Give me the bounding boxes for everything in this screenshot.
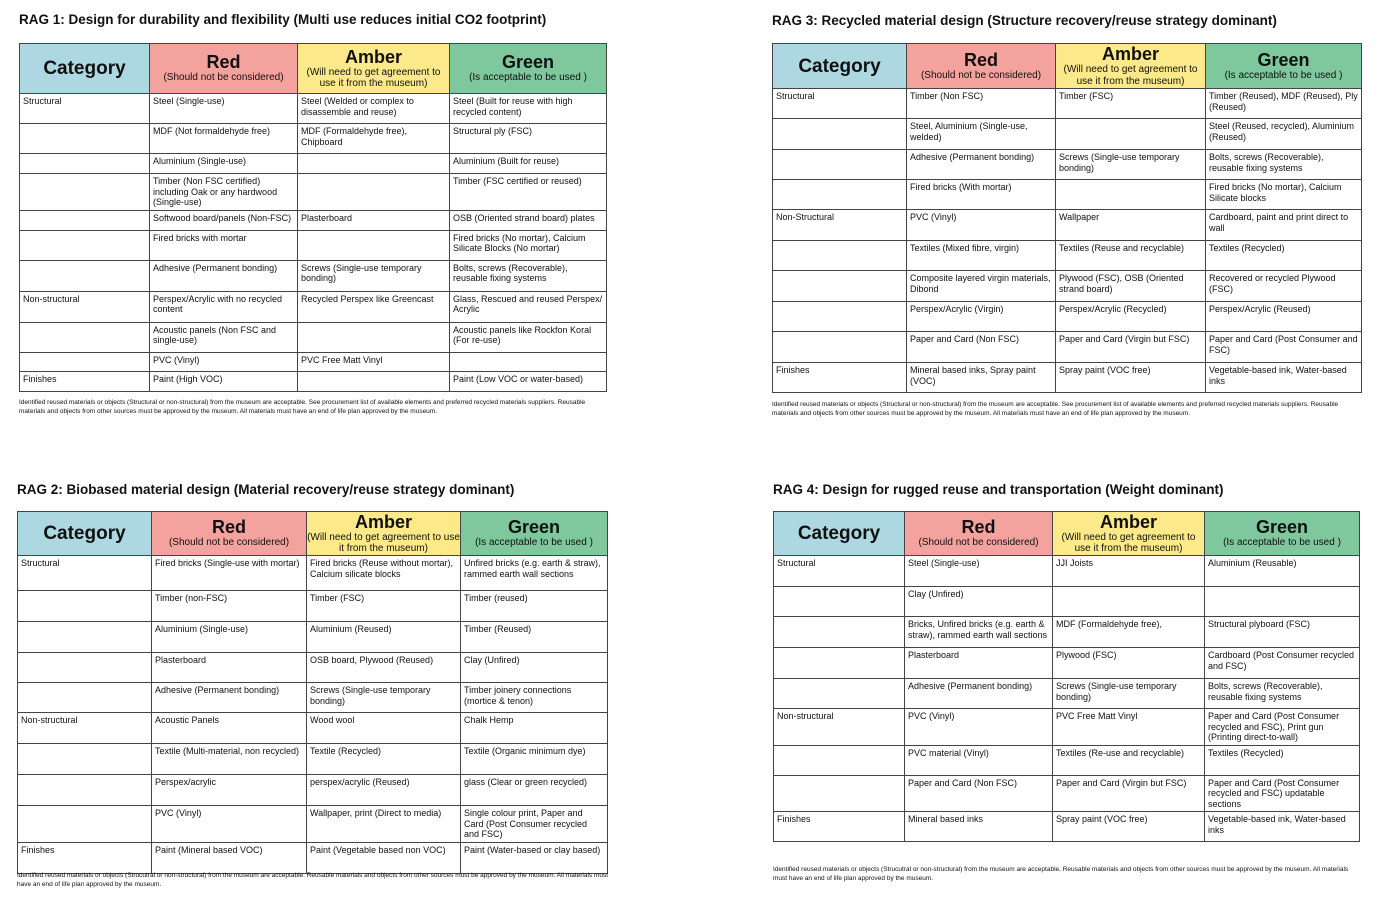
amber-cell: Wallpaper, print (Direct to media) (307, 806, 461, 843)
green-cell: Single colour print, Paper and Card (Post Consumer recycled and FSC) (461, 806, 608, 843)
amber-cell: Screws (Single-use temporary bonding) (1056, 150, 1206, 180)
table-row (774, 617, 1360, 648)
amber-cell: MDF (Formaldehyde free), (1053, 617, 1205, 648)
table-row (20, 124, 607, 154)
green-cell: Bolts, screws (Recoverable), reusable fixing systems (1205, 679, 1360, 709)
category-cell: Structural (773, 89, 907, 119)
category-cell (18, 683, 152, 713)
red-cell: Timber (Non FSC certified) including Oak or any hardwood (Single-use) (150, 174, 298, 211)
category-cell (20, 210, 150, 230)
red-cell: Paper and Card (Non FSC) (905, 775, 1053, 812)
category-cell (18, 744, 152, 775)
rag2-table (17, 511, 608, 874)
table-row (18, 744, 608, 775)
table-row (20, 210, 607, 230)
amber-cell: Fired bricks (Reuse without mortar), Calcium silicate blocks (307, 556, 461, 591)
table-row (18, 683, 608, 713)
rag1-note: Identified reused materials or objects (Structural or non-structural) from the museum are acceptable. See procurement list of available elements and preferred recycled materials suppliers. Reusable materials and objects from other sources must be approved by the museum. All materials must have an end of life plan approved by the museum. (19, 399, 586, 415)
table-row (774, 556, 1360, 587)
green-cell: Structural ply (FSC) (450, 124, 607, 154)
category-cell (774, 648, 905, 679)
category-cell (773, 119, 907, 150)
table-row (773, 241, 1362, 271)
table-row (18, 775, 608, 806)
category-cell (18, 775, 152, 806)
amber-cell: JJI Joists (1053, 556, 1205, 587)
category-cell (773, 302, 907, 332)
red-cell: Textiles (Mixed fibre, virgin) (907, 241, 1056, 271)
red-cell: Steel (Single-use) (905, 556, 1053, 587)
red-cell: Adhesive (Permanent bonding) (907, 150, 1056, 180)
table-row (773, 89, 1362, 119)
green-cell: Fired bricks (No mortar), Calcium Silicate blocks (1206, 180, 1362, 210)
header-green: Green (Is acceptable to be used ) (450, 44, 607, 94)
amber-cell: perspex/acrylic (Reused) (307, 775, 461, 806)
rag1-body (20, 94, 607, 392)
green-cell: Steel (Reused, recycled), Aluminium (Reused) (1206, 119, 1362, 150)
category-cell: Finishes (773, 363, 907, 393)
green-cell: Timber (reused) (461, 591, 608, 622)
red-cell: PVC (Vinyl) (907, 210, 1056, 241)
amber-cell: Textile (Recycled) (307, 744, 461, 775)
rag2-body (18, 556, 608, 874)
amber-cell: Aluminium (Reused) (307, 622, 461, 653)
red-cell: Textile (Multi-material, non recycled) (152, 744, 307, 775)
amber-cell: Spray paint (VOC free) (1053, 812, 1205, 842)
header-red: Red (Should not be considered) (905, 512, 1053, 556)
red-cell: Steel (Single-use) (150, 94, 298, 124)
category-cell (20, 230, 150, 260)
table-row (774, 709, 1360, 746)
table-row (774, 812, 1360, 842)
amber-cell: Wallpaper (1056, 210, 1206, 241)
category-cell (773, 332, 907, 363)
green-cell: Vegetable-based ink, Water-based inks (1205, 812, 1360, 842)
category-cell (20, 154, 150, 174)
red-cell: Fired bricks (With mortar) (907, 180, 1056, 210)
category-cell (774, 745, 905, 775)
green-cell: Paper and Card (Post Consumer recycled and FSC) updatable sections (1205, 775, 1360, 812)
red-cell: Paper and Card (Non FSC) (907, 332, 1056, 363)
category-cell (20, 174, 150, 211)
rag4-note: Identified reused materials or objects (Strucutral or non-structural) from the museum are acceptable. Reusable materials and objects from other sources must be approved by the museum. All materials must have an end of life plan approved by the museum. (773, 866, 1349, 882)
red-cell: Mineral based inks (905, 812, 1053, 842)
red-cell: Softwood board/panels (Non-FSC) (150, 210, 298, 230)
table-row (774, 679, 1360, 709)
rag1-table (19, 43, 607, 392)
red-cell: Adhesive (Permanent bonding) (152, 683, 307, 713)
category-cell (18, 622, 152, 653)
green-cell: Bolts, screws (Recoverable), reusable fixing systems (450, 260, 607, 291)
table-row (18, 842, 608, 873)
category-cell (774, 617, 905, 648)
category-cell: Finishes (774, 812, 905, 842)
green-cell: Structural plyboard (FSC) (1205, 617, 1360, 648)
red-cell: Adhesive (Permanent bonding) (150, 260, 298, 291)
amber-cell: Paper and Card (Virgin but FSC) (1056, 332, 1206, 363)
rag4-title: RAG 4: Design for rugged reuse and transportation (Weight dominant) (773, 482, 1224, 497)
red-cell: Plasterboard (905, 648, 1053, 679)
red-cell: Perspex/Acrylic with no recycled content (150, 291, 298, 322)
table-row (18, 591, 608, 622)
amber-cell (1053, 587, 1205, 617)
amber-cell (298, 154, 450, 174)
header-green: Green (Is acceptable to be used ) (461, 512, 608, 556)
red-cell: Fired bricks (Single-use with mortar) (152, 556, 307, 591)
red-cell: PVC (Vinyl) (905, 709, 1053, 746)
green-cell: Textiles (Recycled) (1205, 745, 1360, 775)
amber-cell: Paper and Card (Virgin but FSC) (1053, 775, 1205, 812)
green-cell: Timber joinery connections (mortice & tenon) (461, 683, 608, 713)
red-cell: Acoustic Panels (152, 713, 307, 744)
amber-cell: Recycled Perspex like Greencast (298, 291, 450, 322)
table-row (20, 154, 607, 174)
table-row (20, 371, 607, 391)
category-cell: Non-structural (774, 709, 905, 746)
category-cell (20, 124, 150, 154)
red-cell: Paint (Mineral based VOC) (152, 842, 307, 873)
amber-cell: Wood wool (307, 713, 461, 744)
red-cell: PVC (Vinyl) (150, 352, 298, 371)
green-cell: OSB (Oriented strand board) plates (450, 210, 607, 230)
rag4-panel (773, 482, 1363, 902)
red-cell: Perspex/acrylic (152, 775, 307, 806)
green-cell: Cardboard, paint and print direct to wall (1206, 210, 1362, 241)
green-cell: glass (Clear or green recycled) (461, 775, 608, 806)
amber-cell: Timber (FSC) (307, 591, 461, 622)
rag4-body (774, 556, 1360, 842)
table-row (773, 119, 1362, 150)
amber-cell: Timber (FSC) (1056, 89, 1206, 119)
amber-cell (298, 230, 450, 260)
category-cell: Structural (20, 94, 150, 124)
red-cell: Mineral based inks, Spray paint (VOC) (907, 363, 1056, 393)
amber-cell: Screws (Single-use temporary bonding) (307, 683, 461, 713)
table-row (773, 271, 1362, 302)
red-cell: Aluminium (Single-use) (150, 154, 298, 174)
amber-cell: Spray paint (VOC free) (1056, 363, 1206, 393)
amber-cell: PVC Free Matt Vinyl (1053, 709, 1205, 746)
category-cell (773, 150, 907, 180)
red-cell: Timber (Non FSC) (907, 89, 1056, 119)
table-row (774, 745, 1360, 775)
green-cell: Aluminium (Reusable) (1205, 556, 1360, 587)
green-cell: Glass, Rescued and reused Perspex/ Acrylic (450, 291, 607, 322)
header-category: Category (20, 44, 150, 94)
green-cell: Timber (Reused) (461, 622, 608, 653)
header-category: Category (774, 512, 905, 556)
amber-cell: MDF (Formaldehyde free), Chipboard (298, 124, 450, 154)
category-cell (774, 775, 905, 812)
green-cell: Fired bricks (No mortar), Calcium Silicate Blocks (No mortar) (450, 230, 607, 260)
table-row (773, 150, 1362, 180)
green-cell: Textile (Organic minimum dye) (461, 744, 608, 775)
header-red: Red (Should not be considered) (907, 44, 1056, 89)
header-green: Green (Is acceptable to be used ) (1205, 512, 1360, 556)
category-cell (18, 653, 152, 683)
amber-cell: Screws (Single-use temporary bonding) (298, 260, 450, 291)
green-cell: Vegetable-based ink, Water-based inks (1206, 363, 1362, 393)
table-row (18, 653, 608, 683)
green-cell: Paper and Card (Post Consumer and FSC) (1206, 332, 1362, 363)
header-green: Green (Is acceptable to be used ) (1206, 44, 1362, 89)
header-amber: Amber (Will need to get agreement to use it from the museum) (307, 511, 460, 554)
category-cell: Non-structural (18, 713, 152, 744)
table-row (18, 713, 608, 744)
amber-cell: Plasterboard (298, 210, 450, 230)
table-row (18, 622, 608, 653)
red-cell: Plasterboard (152, 653, 307, 683)
header-red: Red (Should not be considered) (152, 512, 307, 556)
rag1-panel (19, 12, 609, 432)
amber-cell: OSB board, Plywood (Reused) (307, 653, 461, 683)
green-cell: Cardboard (Post Consumer recycled and FSC) (1205, 648, 1360, 679)
amber-cell: Screws (Single-use temporary bonding) (1053, 679, 1205, 709)
rag3-table (772, 43, 1362, 393)
table-row (20, 291, 607, 322)
green-cell (450, 352, 607, 371)
category-cell (774, 587, 905, 617)
header-amber: Amber (Will need to get agreement to use it from the museum) (298, 44, 450, 94)
category-cell: Non-Structural (773, 210, 907, 241)
header-amber: Amber (Will need to get agreement to use it from the museum) (1053, 512, 1205, 556)
category-cell: Structural (18, 556, 152, 591)
red-cell: Perspex/Acrylic (Virgin) (907, 302, 1056, 332)
category-cell: Non-structural (20, 291, 150, 322)
rag3-body (773, 89, 1362, 393)
header-red: Red (Should not be considered) (150, 44, 298, 94)
green-cell: Unfired bricks (e.g. earth & straw), rammed earth wall sections (461, 556, 608, 591)
rag2-panel (17, 482, 609, 902)
category-cell (773, 180, 907, 210)
green-cell: Acoustic panels like Rockfon Koral (For re-use) (450, 322, 607, 352)
table-row (18, 806, 608, 843)
green-cell: Timber (Reused), MDF (Reused), Ply (Reused) (1206, 89, 1362, 119)
green-cell: Bolts, screws (Recoverable), reusable fixing systems (1206, 150, 1362, 180)
table-row (18, 556, 608, 591)
green-cell: Textiles (Recycled) (1206, 241, 1362, 271)
rag2-title: RAG 2: Biobased material design (Material recovery/reuse strategy dominant) (17, 482, 515, 497)
table-row (773, 332, 1362, 363)
red-cell: Clay (Unfired) (905, 587, 1053, 617)
table-row (774, 648, 1360, 679)
green-cell: Aluminium (Built for reuse) (450, 154, 607, 174)
category-cell (773, 271, 907, 302)
amber-cell: Paint (Vegetable based non VOC) (307, 842, 461, 873)
table-row (774, 587, 1360, 617)
red-cell: Bricks, Unfired bricks (e.g. earth & straw), rammed earth wall sections (905, 617, 1053, 648)
green-cell: Paint (Low VOC or water-based) (450, 371, 607, 391)
table-row (20, 230, 607, 260)
category-cell: Structural (774, 556, 905, 587)
amber-cell (298, 174, 450, 211)
red-cell: MDF (Not formaldehyde free) (150, 124, 298, 154)
red-cell: PVC material (Vinyl) (905, 745, 1053, 775)
category-cell (20, 322, 150, 352)
rag4-table (773, 511, 1360, 842)
red-cell: Steel, Aluminium (Single-use, welded) (907, 119, 1056, 150)
green-cell: Timber (FSC certified or reused) (450, 174, 607, 211)
category-cell: Finishes (18, 842, 152, 873)
amber-cell: Textiles (Reuse and recyclable) (1056, 241, 1206, 271)
category-cell (18, 806, 152, 843)
red-cell: Acoustic panels (Non FSC and single-use) (150, 322, 298, 352)
rag3-note: Identified reused materials or objects (Structural or non-structural) from the museum are acceptable. See procurement list of available elements and preferred recycled materials suppliers. Reusable materials and objects from other sources must be approved by the museum. All materials must have an end of life plan approved by the museum. (772, 401, 1339, 417)
amber-cell: PVC Free Matt Vinyl (298, 352, 450, 371)
red-cell: Fired bricks with mortar (150, 230, 298, 260)
category-cell (774, 679, 905, 709)
header-category: Category (773, 44, 907, 89)
table-row (20, 94, 607, 124)
category-cell (20, 260, 150, 291)
amber-cell: Perspex/Acrylic (Recycled) (1056, 302, 1206, 332)
amber-cell: Steel (Welded or complex to disassemble and reuse) (298, 94, 450, 124)
green-cell: Clay (Unfired) (461, 653, 608, 683)
category-cell (773, 241, 907, 271)
amber-cell (1056, 119, 1206, 150)
category-cell: Finishes (20, 371, 150, 391)
table-row (773, 210, 1362, 241)
green-cell: Paper and Card (Post Consumer recycled and FSC), Print gun (Printing direct-to-wall) (1205, 709, 1360, 746)
red-cell: Paint (High VOC) (150, 371, 298, 391)
green-cell: Steel (Built for reuse with high recycled content) (450, 94, 607, 124)
red-cell: Aluminium (Single-use) (152, 622, 307, 653)
table-row (774, 775, 1360, 812)
table-row (773, 180, 1362, 210)
table-row (20, 352, 607, 371)
amber-cell (298, 322, 450, 352)
green-cell: Recovered or recycled Plywood (FSC) (1206, 271, 1362, 302)
red-cell: Timber (non-FSC) (152, 591, 307, 622)
category-cell (20, 352, 150, 371)
table-row (20, 174, 607, 211)
header-amber: Amber (Will need to get agreement to use it from the museum) (1056, 44, 1206, 89)
red-cell: Composite layered virgin materials, Dibond (907, 271, 1056, 302)
amber-cell: Plywood (FSC), OSB (Oriented strand board) (1056, 271, 1206, 302)
header-category: Category (18, 512, 152, 556)
rag1-title: RAG 1: Design for durability and flexibility (Multi use reduces initial CO2 footprint) (19, 12, 547, 27)
amber-cell (1056, 180, 1206, 210)
amber-cell (298, 371, 450, 391)
rag3-title: RAG 3: Recycled material design (Structure recovery/reuse strategy dominant) (772, 13, 1277, 28)
amber-cell: Plywood (FSC) (1053, 648, 1205, 679)
green-cell (1205, 587, 1360, 617)
green-cell: Paint (Water-based or clay based) (461, 842, 608, 873)
red-cell: PVC (Vinyl) (152, 806, 307, 843)
green-cell: Perspex/Acrylic (Reused) (1206, 302, 1362, 332)
red-cell: Adhesive (Permanent bonding) (905, 679, 1053, 709)
category-cell (18, 591, 152, 622)
amber-cell: Textiles (Re-use and recyclable) (1053, 745, 1205, 775)
rag3-panel (772, 13, 1364, 433)
rag2-note: Identified reused materials or objects (Strucutral or non-structural) from the museum are acceptable. Reusable materials and objects from other sources must be approved by the museum. All materials must have an end of life plan approved by the museum. (17, 872, 609, 888)
table-row (20, 322, 607, 352)
table-row (773, 363, 1362, 393)
table-row (20, 260, 607, 291)
table-row (773, 302, 1362, 332)
green-cell: Chalk Hemp (461, 713, 608, 744)
